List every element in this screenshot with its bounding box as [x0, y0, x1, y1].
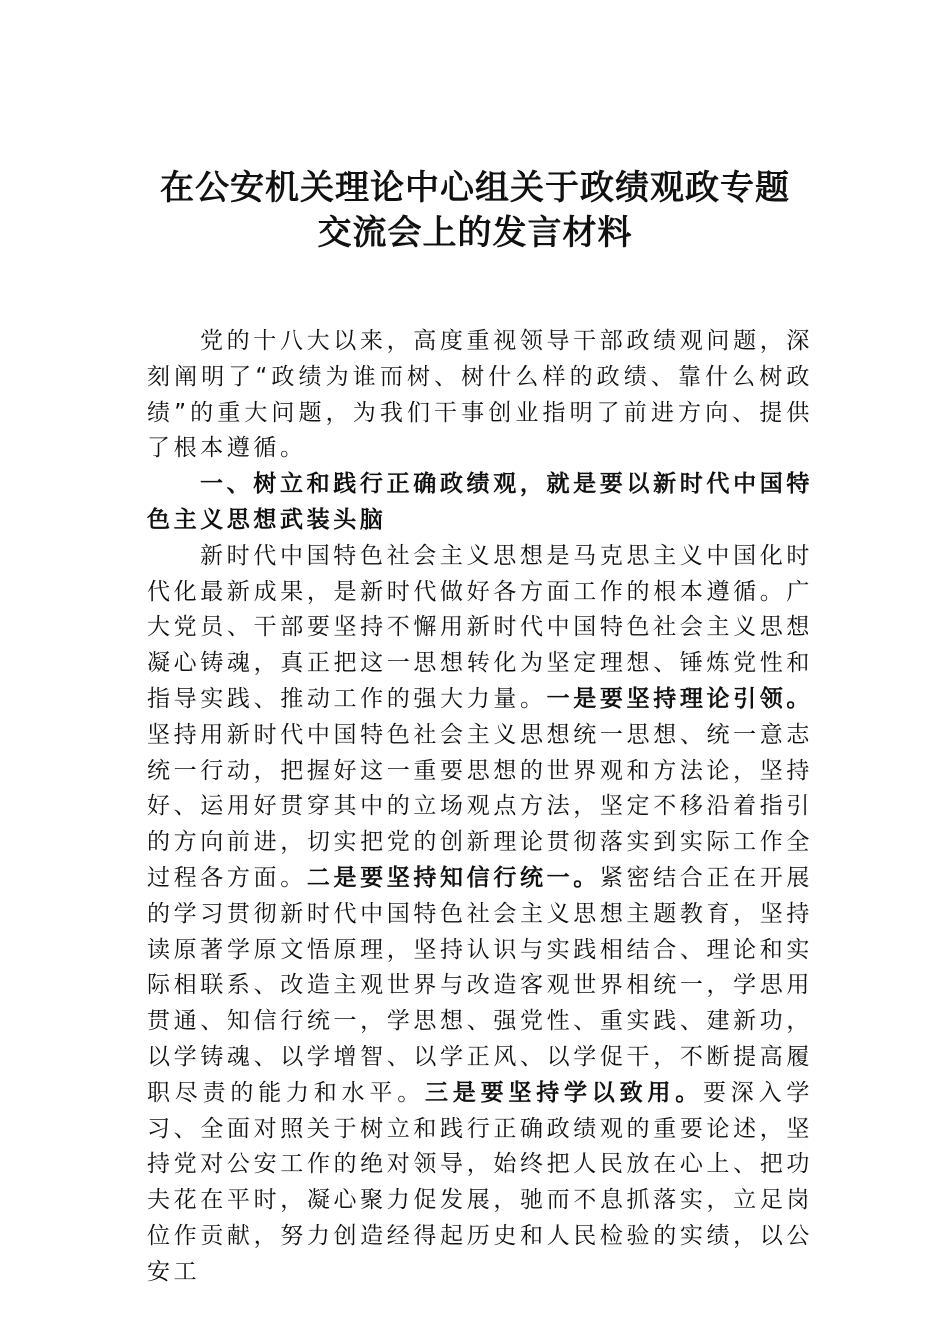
document-title-line-1: 在公安机关理论中心组关于政绩观政专题: [160, 168, 790, 208]
section-1-text-4: 要深入学习、全面对照关于树立和践行正确政绩观的重要论述，坚持党对公安工作的绝对领导，始终把人民放在心上、把功夫花在平时，凝心聚力促发展，驰而不息抓落实，立足岗位作贡献，努力创造经得起历史和人民检验的实绩，以公安工: [147, 1079, 813, 1285]
section-1-text-1: 新时代中国特色社会主义思想是马克思主义中国化时代化最新成果，是新时代做好各方面工作的根本遵循。广大党员、干部要坚持不懈用新时代中国特色社会主义思想凝心铸魂，真正把这一思想转化为坚定理想、锤炼党性和指导实践、推动工作的强大力量。: [147, 542, 813, 712]
section-1-paragraph: [147, 539, 813, 1291]
document-title-line-2: 交流会上的发言材料: [317, 213, 633, 253]
section-1-text-3: 紧密结合正在开展的学习贯彻新时代中国特色社会主义思想主题教育，坚持读原著学原文悟原理，坚持认识与实践相结合、理论和实际相联系、改造主观世界与改造客观世界相统一，学思用贯通、知信行统一，学思想、强党性、重实践、建新功，以学铸魂、以学增智、以学正风、以学促干，不断提高履职尽责的能力和水平。: [147, 864, 813, 1106]
section-1-text-2: 坚持用新时代中国特色社会主义思想统一思想、统一意志统一行动，把握好这一重要思想的世界观和方法论，坚持好、运用好贯穿其中的立场观点方法，坚定不移沿着指引的方向前进，切实把党的创新理论贯彻落实到实际工作全过程各方面。: [147, 721, 813, 891]
section-1-heading: 一、树立和践行正确政绩观，就是要以新时代中国特色主义思想武装头脑: [147, 471, 813, 533]
intro-paragraph: 党的十八大以来，高度重视领导干部政绩观问题，深刻阐明了“政绩为谁而树、树什么样的政绩、靠什么树政绩”的重大问题，为我们干事创业指明了前进方向、提供了根本遵循。: [147, 328, 813, 462]
document-body: [147, 324, 813, 1291]
point-3-emphasis: 三是要坚持学以致用。: [425, 1079, 703, 1106]
point-1-emphasis: 一是要坚持理论引领。: [546, 685, 814, 712]
point-2-emphasis: 二是要坚持知信行统一。: [306, 864, 600, 891]
